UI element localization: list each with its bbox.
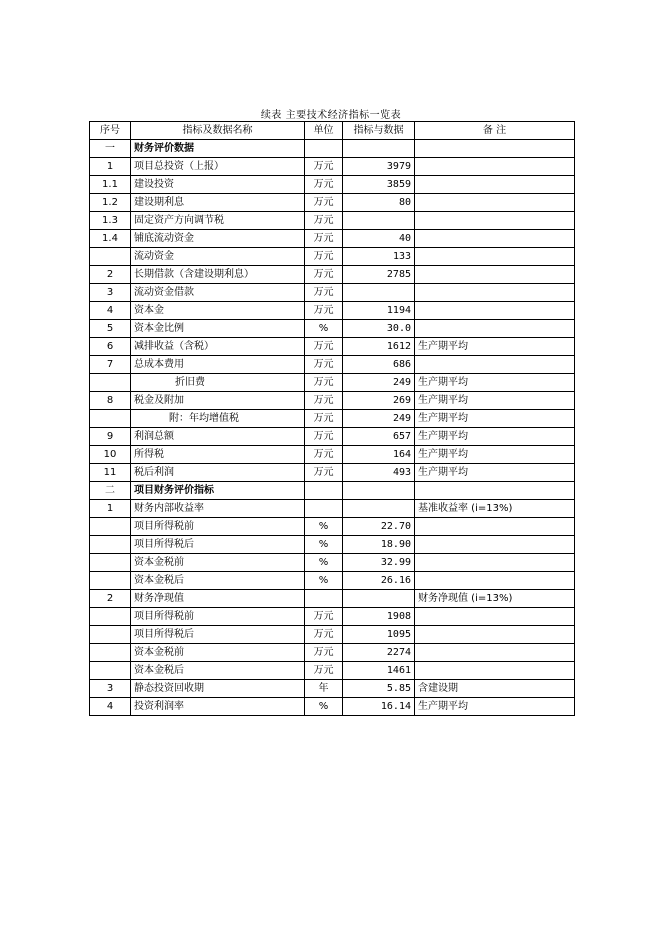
- row-name: 资本金比例: [131, 320, 305, 338]
- row-name: 总成本费用: [131, 356, 305, 374]
- row-name: 资本金税前: [131, 644, 305, 662]
- row-seq: 10: [90, 446, 131, 464]
- row-name: 资本金税后: [131, 572, 305, 590]
- row-unit: 万元: [305, 446, 343, 464]
- table-row: [90, 338, 575, 356]
- row-name: 减排收益（含税）: [131, 338, 305, 356]
- row-value: 3859: [343, 176, 415, 194]
- row-name: 利润总额: [131, 428, 305, 446]
- row-seq: 4: [90, 698, 131, 716]
- row-unit: %: [305, 554, 343, 572]
- table-row: [90, 158, 575, 176]
- row-unit: %: [305, 572, 343, 590]
- table-row: [90, 248, 575, 266]
- row-name: 项目所得税前: [131, 518, 305, 536]
- row-note: 生产期平均: [415, 464, 575, 482]
- row-note: 生产期平均: [415, 410, 575, 428]
- row-seq: 7: [90, 356, 131, 374]
- row-seq: 1: [90, 158, 131, 176]
- row-value: 3979: [343, 158, 415, 176]
- row-note: [415, 644, 575, 662]
- row-name: 长期借款（含建设期利息）: [131, 266, 305, 284]
- row-note: 财务净现值 (i=13%): [415, 590, 575, 608]
- row-note: 基准收益率 (i=13%): [415, 500, 575, 518]
- row-name: 项目所得税后: [131, 536, 305, 554]
- table-row: [90, 482, 575, 500]
- row-value: 30.0: [343, 320, 415, 338]
- row-value: [343, 482, 415, 500]
- row-unit: [305, 140, 343, 158]
- table-row: [90, 446, 575, 464]
- row-value: 18.90: [343, 536, 415, 554]
- table-row: [90, 410, 575, 428]
- row-unit: 万元: [305, 158, 343, 176]
- row-unit: 万元: [305, 284, 343, 302]
- row-unit: 万元: [305, 662, 343, 680]
- row-name: 项目总投资（上报）: [131, 158, 305, 176]
- row-value: 40: [343, 230, 415, 248]
- row-seq: 11: [90, 464, 131, 482]
- row-seq: 6: [90, 338, 131, 356]
- row-value: [343, 284, 415, 302]
- row-note: [415, 194, 575, 212]
- table-row: [90, 176, 575, 194]
- table-row: [90, 590, 575, 608]
- row-unit: [305, 482, 343, 500]
- row-value: 269: [343, 392, 415, 410]
- header-note: 备 注: [415, 122, 575, 140]
- row-seq: [90, 554, 131, 572]
- table-row: [90, 662, 575, 680]
- row-note: [415, 518, 575, 536]
- row-name: 流动资金借款: [131, 284, 305, 302]
- table-row: [90, 680, 575, 698]
- row-unit: 万元: [305, 464, 343, 482]
- row-note: [415, 554, 575, 572]
- row-name: 财务内部收益率: [131, 500, 305, 518]
- table-title: 续表 主要技术经济指标一览表: [260, 110, 402, 121]
- row-unit: 万元: [305, 302, 343, 320]
- table-row: [90, 284, 575, 302]
- row-value: [343, 140, 415, 158]
- row-note: [415, 536, 575, 554]
- table-row: [90, 518, 575, 536]
- row-note: [415, 284, 575, 302]
- row-unit: 万元: [305, 644, 343, 662]
- row-unit: 万元: [305, 392, 343, 410]
- row-value: 493: [343, 464, 415, 482]
- row-value: 26.16: [343, 572, 415, 590]
- row-unit: 万元: [305, 626, 343, 644]
- table-row: [90, 266, 575, 284]
- table-row: [90, 302, 575, 320]
- row-note: 生产期平均: [415, 374, 575, 392]
- row-name: 项目所得税前: [131, 608, 305, 626]
- row-seq: 2: [90, 266, 131, 284]
- row-seq: 1.4: [90, 230, 131, 248]
- row-seq: 1.2: [90, 194, 131, 212]
- row-note: 生产期平均: [415, 698, 575, 716]
- row-name: 税金及附加: [131, 392, 305, 410]
- row-unit: %: [305, 698, 343, 716]
- row-note: [415, 572, 575, 590]
- row-note: [415, 230, 575, 248]
- row-note: [415, 302, 575, 320]
- header-name: 指标及数据名称: [131, 122, 305, 140]
- row-seq: [90, 572, 131, 590]
- row-seq: [90, 518, 131, 536]
- row-seq: 1.3: [90, 212, 131, 230]
- row-note: [415, 248, 575, 266]
- table-row: [90, 644, 575, 662]
- row-name: 项目财务评价指标: [131, 482, 305, 500]
- row-unit: 万元: [305, 176, 343, 194]
- table-row: [90, 392, 575, 410]
- row-name: 折旧费: [131, 374, 305, 392]
- row-name: 项目所得税后: [131, 626, 305, 644]
- row-value: 2274: [343, 644, 415, 662]
- table-row: [90, 194, 575, 212]
- row-value: 249: [343, 410, 415, 428]
- row-value: [343, 500, 415, 518]
- header-value: 指标与数据: [343, 122, 415, 140]
- row-name: 资本金税前: [131, 554, 305, 572]
- row-seq: 3: [90, 680, 131, 698]
- row-value: 1095: [343, 626, 415, 644]
- row-note: 含建设期: [415, 680, 575, 698]
- table-row: [90, 464, 575, 482]
- table-row: [90, 230, 575, 248]
- row-note: [415, 140, 575, 158]
- table-row: [90, 212, 575, 230]
- row-name: 资本金税后: [131, 662, 305, 680]
- row-seq: [90, 626, 131, 644]
- row-value: [343, 212, 415, 230]
- row-value: 249: [343, 374, 415, 392]
- row-unit: 万元: [305, 338, 343, 356]
- table-row: [90, 536, 575, 554]
- row-value: 22.70: [343, 518, 415, 536]
- row-value: 657: [343, 428, 415, 446]
- row-unit: 年: [305, 680, 343, 698]
- row-name: 税后利润: [131, 464, 305, 482]
- row-value: 686: [343, 356, 415, 374]
- row-unit: %: [305, 536, 343, 554]
- row-unit: 万元: [305, 212, 343, 230]
- table-row: [90, 320, 575, 338]
- row-value: 133: [343, 248, 415, 266]
- row-value: 16.14: [343, 698, 415, 716]
- row-seq: 9: [90, 428, 131, 446]
- row-unit: 万元: [305, 428, 343, 446]
- row-name: 资本金: [131, 302, 305, 320]
- table-row: [90, 698, 575, 716]
- header-unit: 单位: [305, 122, 343, 140]
- row-unit: 万元: [305, 230, 343, 248]
- row-unit: [305, 500, 343, 518]
- row-seq: 1.1: [90, 176, 131, 194]
- row-note: [415, 482, 575, 500]
- row-name: 投资利润率: [131, 698, 305, 716]
- row-note: [415, 266, 575, 284]
- row-value: 80: [343, 194, 415, 212]
- row-note: 生产期平均: [415, 446, 575, 464]
- row-unit: 万元: [305, 410, 343, 428]
- row-name: 流动资金: [131, 248, 305, 266]
- row-unit: 万元: [305, 194, 343, 212]
- row-name: 附：年均增值税: [131, 410, 305, 428]
- row-seq: [90, 374, 131, 392]
- table-row: [90, 140, 575, 158]
- table-body: [90, 140, 575, 716]
- row-unit: %: [305, 518, 343, 536]
- row-name: 铺底流动资金: [131, 230, 305, 248]
- row-seq: 1: [90, 500, 131, 518]
- row-note: [415, 212, 575, 230]
- table-header-row: [90, 122, 575, 140]
- row-unit: 万元: [305, 248, 343, 266]
- row-value: 164: [343, 446, 415, 464]
- row-note: [415, 320, 575, 338]
- row-note: [415, 176, 575, 194]
- table-row: [90, 608, 575, 626]
- row-name: 财务评价数据: [131, 140, 305, 158]
- row-unit: %: [305, 320, 343, 338]
- row-seq: 2: [90, 590, 131, 608]
- row-note: 生产期平均: [415, 392, 575, 410]
- row-seq: [90, 608, 131, 626]
- row-unit: [305, 590, 343, 608]
- table-row: [90, 572, 575, 590]
- row-seq: 一: [90, 140, 131, 158]
- row-unit: 万元: [305, 608, 343, 626]
- row-unit: 万元: [305, 374, 343, 392]
- row-value: 1908: [343, 608, 415, 626]
- row-seq: [90, 662, 131, 680]
- row-name: 固定资产方向调节税: [131, 212, 305, 230]
- row-seq: [90, 248, 131, 266]
- table-row: [90, 554, 575, 572]
- table-row: [90, 428, 575, 446]
- row-name: 静态投资回收期: [131, 680, 305, 698]
- row-seq: 4: [90, 302, 131, 320]
- row-name: 建设投资: [131, 176, 305, 194]
- row-note: [415, 158, 575, 176]
- row-note: [415, 662, 575, 680]
- row-seq: [90, 644, 131, 662]
- row-value: 1194: [343, 302, 415, 320]
- row-seq: [90, 410, 131, 428]
- row-value: 2785: [343, 266, 415, 284]
- row-name: 财务净现值: [131, 590, 305, 608]
- table-row: [90, 356, 575, 374]
- row-unit: 万元: [305, 266, 343, 284]
- row-seq: 5: [90, 320, 131, 338]
- row-note: 生产期平均: [415, 338, 575, 356]
- row-value: 1612: [343, 338, 415, 356]
- row-note: 生产期平均: [415, 428, 575, 446]
- indicator-table: [89, 121, 575, 716]
- row-unit: 万元: [305, 356, 343, 374]
- row-name: 建设期利息: [131, 194, 305, 212]
- row-note: [415, 356, 575, 374]
- table-row: [90, 500, 575, 518]
- header-seq: 序号: [90, 122, 131, 140]
- table-row: [90, 374, 575, 392]
- row-value: 5.85: [343, 680, 415, 698]
- row-value: 32.99: [343, 554, 415, 572]
- row-value: [343, 590, 415, 608]
- row-name: 所得税: [131, 446, 305, 464]
- row-seq: 3: [90, 284, 131, 302]
- table-row: [90, 626, 575, 644]
- row-seq: [90, 536, 131, 554]
- row-seq: 8: [90, 392, 131, 410]
- row-seq: 二: [90, 482, 131, 500]
- row-note: [415, 626, 575, 644]
- row-value: 1461: [343, 662, 415, 680]
- row-note: [415, 608, 575, 626]
